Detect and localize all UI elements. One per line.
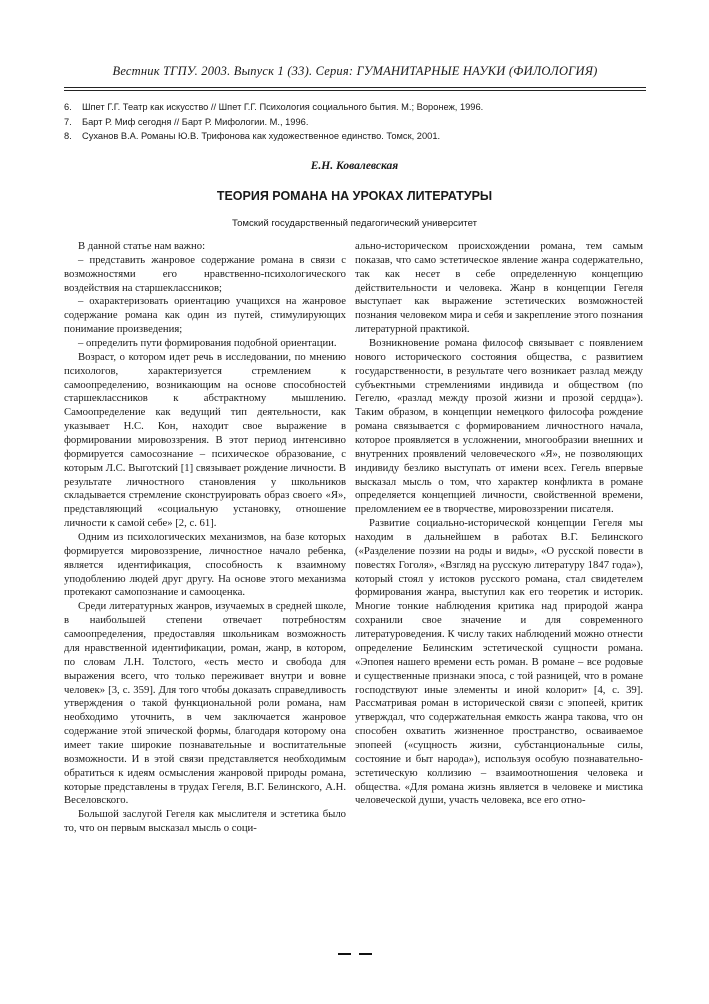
journal-header: Вестник ТГПУ. 2003. Выпуск 1 (33). Серия: ГУМАНИТАРНЫЕ НАУКИ (ФИЛОЛОГИЯ) xyxy=(112,64,598,78)
reference-text: Шпет Г.Г. Театр как искусство // Шпет Г.Г. Психология социального бытия. М.; Воронеж, 1996. xyxy=(82,102,484,112)
paragraph: Возникновение романа философ связывает с появлением нового исторического состояния общества, с развитием государственности, в результате чего возникает разлад между субъектными стремлениями индивида и обществом (по Гегелю, «разлад между прозой жизни и прозой сердца»). Таким образом, в концепции немецкого философа рождение романа связывается с формированием личностного начала, которое проявляется в усложнении, многообразии внешних и внутренних проявлений человеческого «Я», не позволяющих индивиду безлико выступать от имени всех. Гегель впервые высказал мысль о том, что характер конфликта в романе определяется концепцией личности, свойственной времени, преломлением ее в творчестве, мировоззрении писателя. xyxy=(355,337,643,516)
paragraph: В данной статье нам важно: xyxy=(78,240,206,252)
paragraph: – охарактеризовать ориентацию учащихся на жанровое содержание романа как один из путей, стимулирующих понимание произведения; xyxy=(64,295,346,336)
paragraph: – представить жанровое содержание романа в связи с возможностями его нравственно-психологического воздействия на старшеклассников; xyxy=(64,253,346,294)
paragraph: Большой заслугой Гегеля как мыслителя и эстетика было то, что он первым высказал мысль о соци- xyxy=(64,808,346,835)
paragraph: ально-историческом происхождении романа, тем самым показав, что само эстетическое явление жанра содержательно, так как несет в себе определенную концепцию действительности и человека. Жанр в концепции Гегеля выступает как выражение эстетических возможностей познания человеком мира и себя и закрепление этого познания литературной практикой. xyxy=(355,240,643,336)
text-column-right xyxy=(355,240,643,808)
article-author: Е.Н. Ковалевская xyxy=(310,160,399,172)
paragraph: Среди литературных жанров, изучаемых в средней школе, в наибольшей степени отвечает потребностям самоопределения, предоставляя школьникам возможность для нравственной идентификации, роман, жанр, в котором, по словам Л.Н. Толстого, «есть место и свобода для выражения всего, что только переживает внутри и вовне человек» [3, с. 359]. Для того чтобы доказать справедливость утверждения о такой функциональной роли романа, нам необходимо уточнить, в чем заключается жанровое содержание этой эпической формы, благодаря которому она имеет такие широкие познавательные и воспитательные возможности. И в этой связи представляется необходимым обратиться к идеям осмысления жанровой природы романа, которые представлены в трудах Гегеля, В.Г. Белинского, А.Н. Веселовского. xyxy=(64,600,346,807)
header-rule-secondary xyxy=(64,90,646,91)
header-rule xyxy=(64,87,646,88)
reference-number: 6. xyxy=(64,102,72,112)
reference-number: 7. xyxy=(64,116,72,127)
page-marker xyxy=(0,946,709,962)
page-dash xyxy=(338,953,351,955)
reference-text: Барт Р. Миф сегодня // Барт Р. Мифологии. М., 1996. xyxy=(82,116,309,127)
reference-list xyxy=(64,100,654,144)
article-title: ТЕОРИЯ РОМАНА НА УРОКАХ ЛИТЕРАТУРЫ xyxy=(216,189,493,203)
paragraph: Возраст, о котором идет речь в исследовании, по мнению психологов, характеризуется стремлением к самоопределению, возникающим на основе способностей старшеклассников к абстрактному мышлению. Самоопределение как ведущий тип деятельности, как указывает Н.С. Кон, находит свое выражение в формировании мировоззрения. В этот период интенсивно формируется самосознание – психическое образование, с которым Л.С. Выготский [1] связывает рождение личности. В результате личностного становления у школьников складывается стремление сконструировать образ своего «Я», представляющий «социальную установку, отношение личности к самой себе» [2, с. 61]. xyxy=(64,350,346,530)
author-affiliation: Томский государственный педагогический университет xyxy=(231,218,478,229)
reference-text: Суханов В.А. Романы Ю.В. Трифонова как художественное единство. Томск, 2001. xyxy=(82,131,441,142)
page-dash xyxy=(359,953,372,955)
reference-number: 8. xyxy=(64,131,72,142)
reference-item xyxy=(64,129,654,144)
paragraph: Развитие социально-исторической концепции Гегеля мы находим в дальнейшем в работах В.Г. Белинского («Разделение поэзии на роды и виды», «О русской повести в повестях Гоголя», «Взгляд на русскую литературу 1847 года»), который стоял у истоков русского романа, стал свидетелем формирования жанра, выступил как его теоретик и историк. Многие тонкие наблюдения критика над природой жанра сохранили свое значение и для современного литературоведения. К числу таких наблюдений можно отнести определение Белинским эстетической сущности романа. «Эпопея нашего времени есть роман. В романе – все родовые и существенные признаки эпоса, с той разницей, что в романе господствуют иные элементы и иной колорит» [4, с. 39]. Рассматривая роман в исторической связи с эпопеей, критик утверждал, что содержательная емкость жанра такова, что он способен охватить жизненное пространство, осваиваемое эпопеей («сущность жизни, субстанциональные силы, состояние и быт народа»), используя особую познавательно-эстетическую коллизию – взаимоотношения человека и общества. «Для романа жизнь является в человеке и мистика человеческой души, участь человека, все его отно- xyxy=(355,517,643,807)
paragraph: – определить пути формирования подобной ориентации. xyxy=(78,337,337,350)
paragraph: Одним из психологических механизмов, на базе которых формируется мировоззрение, личностное начало ребенка, является идентификация, способность к взаимному уподоблению людей друг другу. На основе этого механизма протекают самопознание и самооценка. xyxy=(64,531,346,599)
text-column-left xyxy=(64,240,346,836)
reference-item xyxy=(64,115,654,130)
reference-item xyxy=(64,100,654,115)
